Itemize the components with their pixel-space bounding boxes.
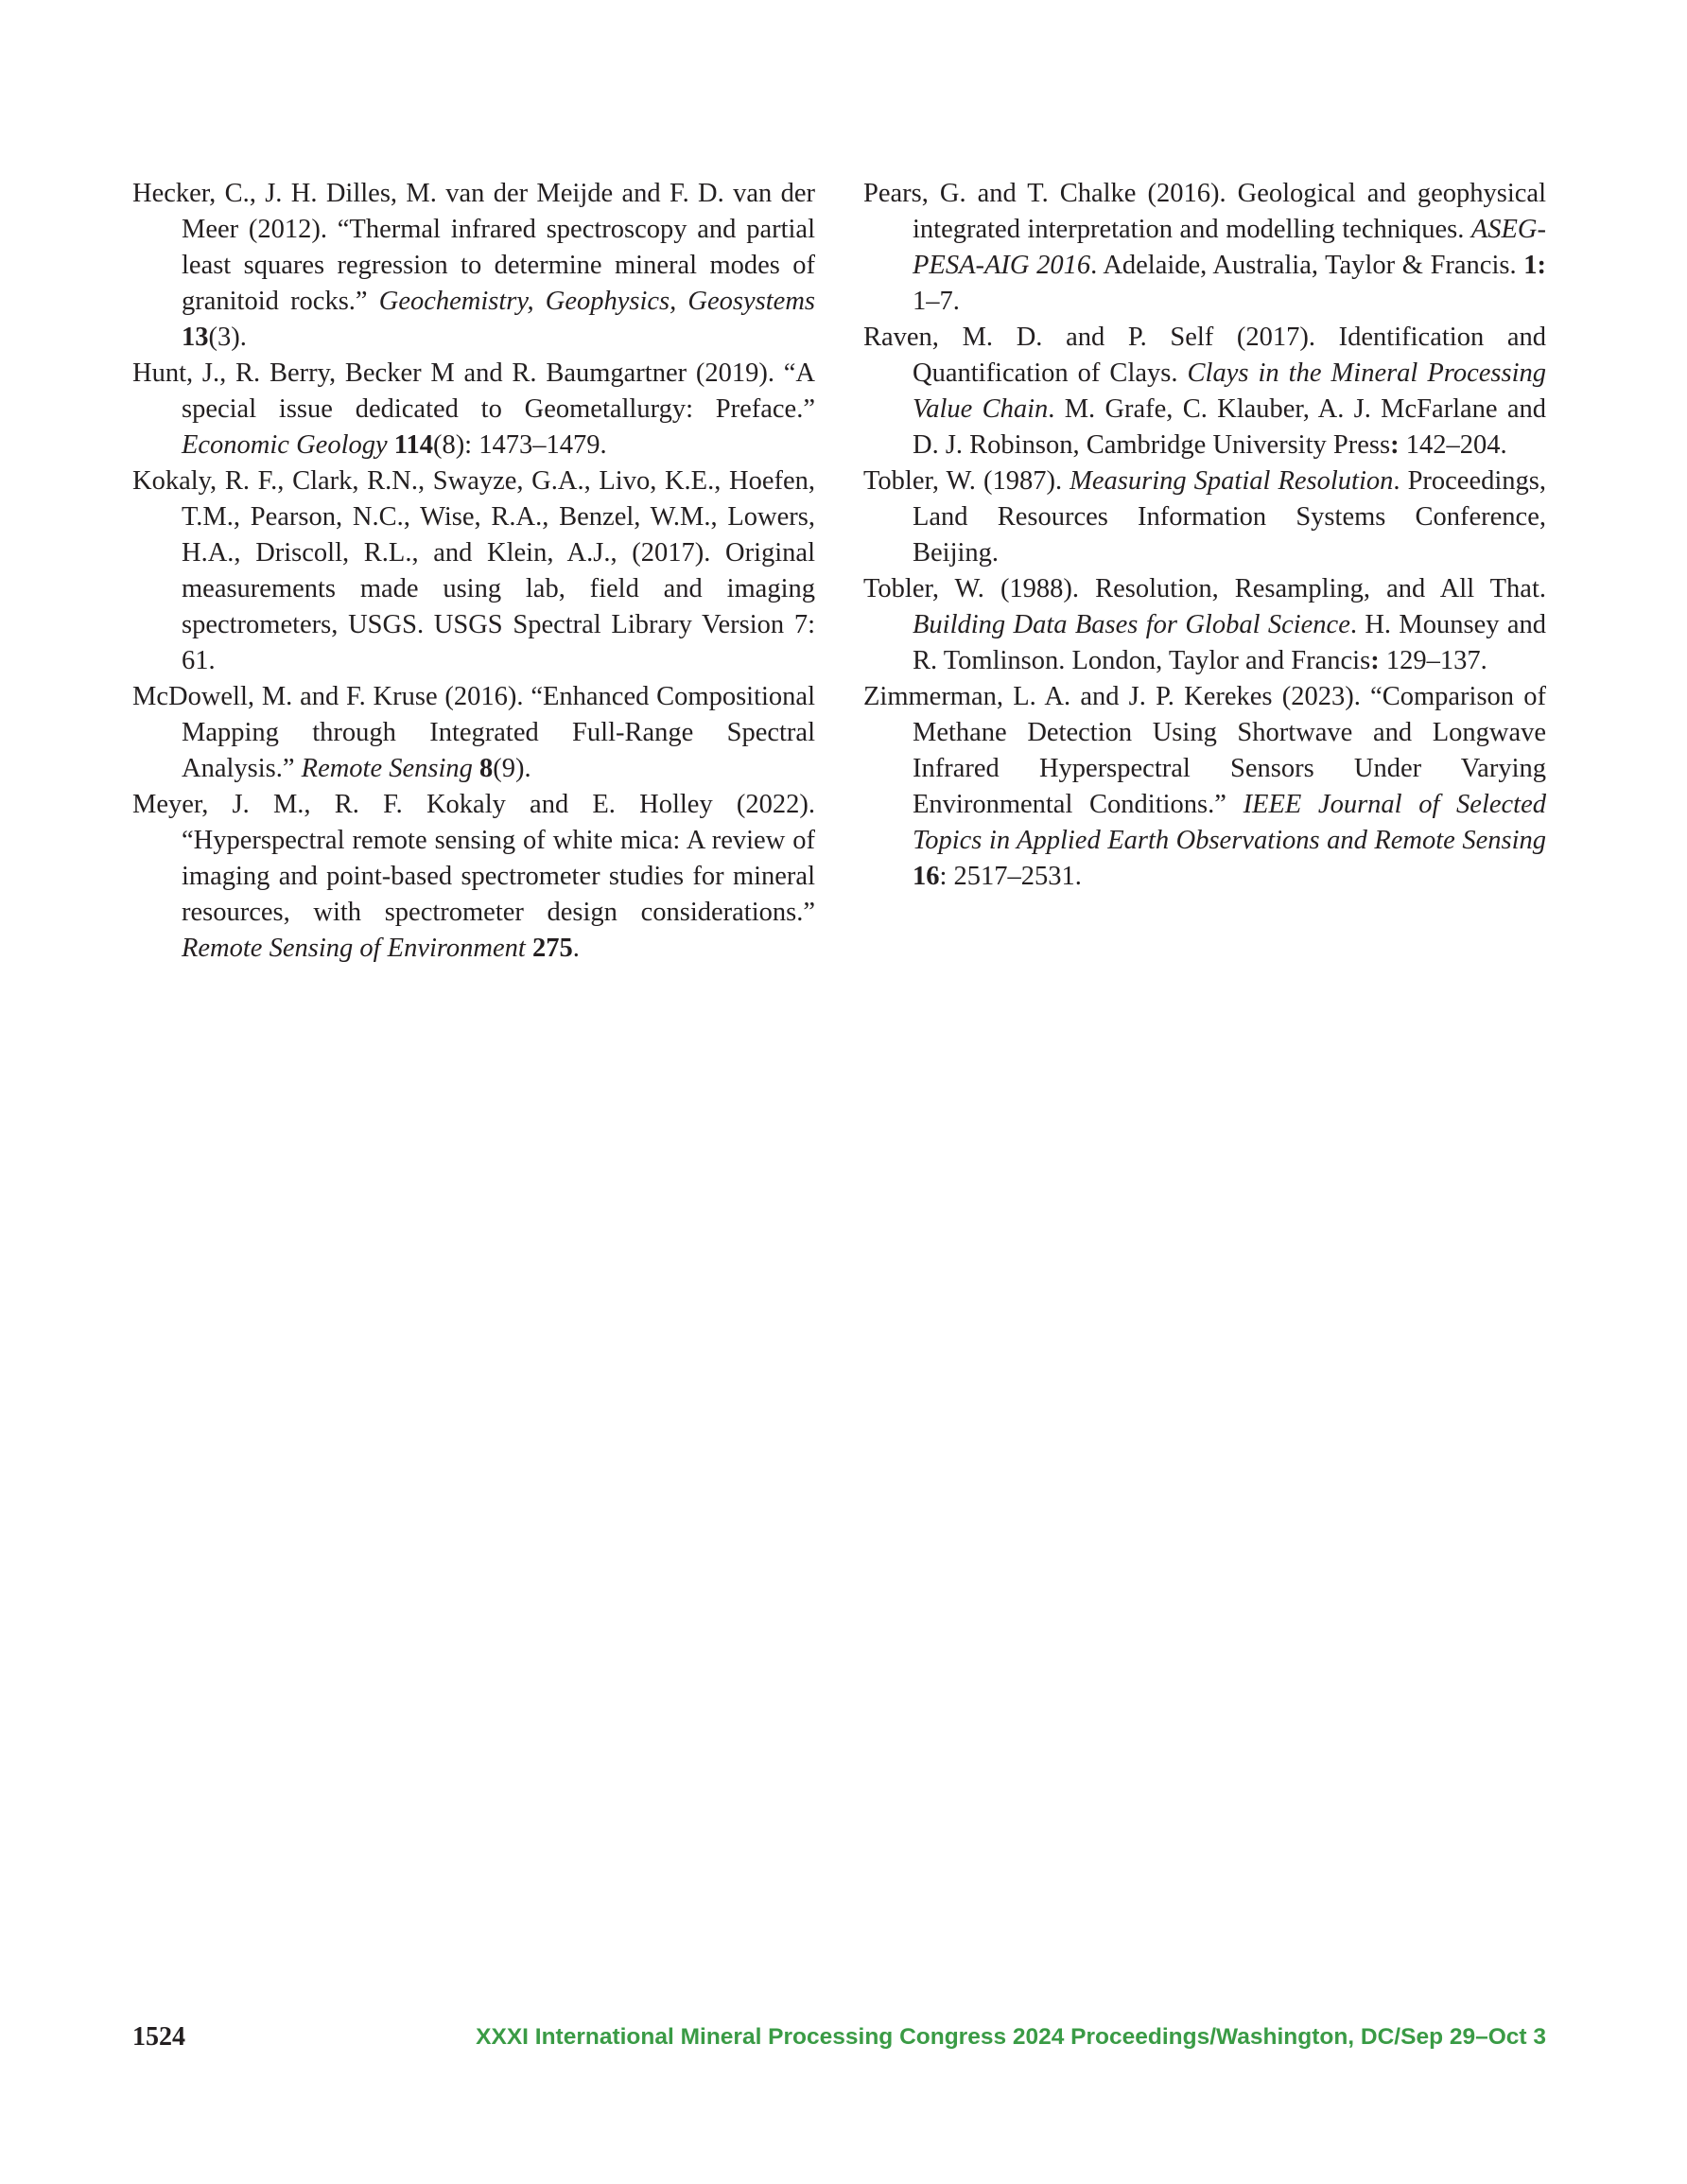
reference-entry-tobler-1987: [863, 463, 1546, 571]
reference-text: 142–204.: [1399, 430, 1507, 460]
reference-text: . H. Mounsey and R. Tomlinson. London, Taylor and Francis: [913, 610, 1546, 675]
reference-source-title: IEEE Journal of Selected Topics in Applied Earth Observations and Remote Sensing: [913, 790, 1546, 855]
reference-text: Hecker, C., J. H. Dilles, M. van der Meijde and F. D. van der Meer (2012). “Thermal infrared spectroscopy and partial least squares regression to determine mineral modes of granitoid rocks.”: [132, 179, 815, 316]
reference-text: (9).: [493, 754, 531, 783]
reference-entry-tobler-1988: [863, 571, 1546, 679]
reference-text: (3).: [208, 323, 247, 352]
reference-text: 1–7.: [913, 287, 960, 316]
page-number: 1524: [132, 2022, 185, 2052]
reference-text: [388, 430, 394, 460]
reference-text: Tobler, W. (1988). Resolution, Resampling, and All That.: [863, 574, 1546, 603]
reference-text: Meyer, J. M., R. F. Kokaly and E. Holley (2022). “Hyperspectral remote sensing of white mica: A review of imaging and point-based spectrometer studies for mineral resources, with spectrometer design considerations.”: [132, 790, 815, 927]
reference-entry-mcdowell: [132, 679, 815, 787]
reference-text: Raven, M. D. and P. Self (2017). Identification and Quantification of Clays.: [863, 323, 1546, 388]
reference-source-title: Building Data Bases for Global Science: [913, 610, 1350, 639]
reference-volume: 13: [182, 323, 209, 352]
reference-entry-meyer: [132, 787, 815, 967]
reference-source-title: Remote Sensing: [301, 754, 473, 783]
reference-text: [526, 934, 532, 963]
reference-entry-raven: [863, 320, 1546, 463]
running-footer-title: XXXI International Mineral Processing Congress 2024 Proceedings/Washington, DC/Sep 29–Oct 3: [476, 2024, 1546, 2050]
page-footer: [132, 2022, 1546, 2060]
reference-entry-hecker: [132, 176, 815, 356]
reference-volume: :: [1390, 430, 1400, 460]
reference-entry-kokaly: [132, 463, 815, 679]
reference-text: McDowell, M. and F. Kruse (2016). “Enhanced Compositional Mapping through Integrated Full-Range Spectral Analysis.”: [132, 682, 815, 783]
reference-text: 129–137.: [1379, 646, 1487, 675]
reference-text: Kokaly, R. F., Clark, R.N., Swayze, G.A., Livo, K.E., Hoefen, T.M., Pearson, N.C., Wise, R.A., Benzel, W.M., Lowers, H.A., Driscoll, R.L., and Klein, A.J., (2017). Original measurements made using lab, field and imaging spectrometers, USGS. USGS Spectral Library Version 7: 61.: [132, 466, 815, 675]
reference-text: . Proceedings, Land Resources Information Systems Conference, Beijing.: [913, 466, 1546, 568]
reference-entry-hunt: [132, 356, 815, 463]
reference-source-title: Measuring Spatial Resolution: [1070, 466, 1394, 496]
reference-source-title: Remote Sensing of Environment: [182, 934, 526, 963]
reference-source-title: Economic Geology: [182, 430, 388, 460]
reference-volume: 16: [913, 862, 940, 891]
reference-text: . Adelaide, Australia, Taylor & Francis.: [1090, 251, 1524, 280]
reference-text: Tobler, W. (1987).: [863, 466, 1070, 496]
reference-source-title: ASEG-PESA-AIG 2016: [913, 215, 1546, 280]
reference-source-title: Geochemistry, Geophysics, Geosystems: [378, 287, 815, 316]
reference-source-title: Clays in the Mineral Processing Value Chain: [913, 358, 1546, 424]
reference-volume: 1:: [1523, 251, 1546, 280]
reference-list-left-column: [132, 176, 815, 967]
reference-text: Pears, G. and T. Chalke (2016). Geological and geophysical integrated interpretation and modelling techniques.: [863, 179, 1546, 244]
reference-text: Zimmerman, L. A. and J. P. Kerekes (2023). “Comparison of Methane Detection Using Shortwave and Longwave Infrared Hyperspectral Sensors Under Varying Environmental Conditions.”: [863, 682, 1546, 819]
reference-text: . M. Grafe, C. Klauber, A. J. McFarlane and D. J. Robinson, Cambridge University Press: [913, 394, 1546, 460]
reference-volume: :: [1370, 646, 1380, 675]
reference-volume: 114: [393, 430, 433, 460]
reference-entry-zimmerman: [863, 679, 1546, 895]
reference-text: [473, 754, 479, 783]
reference-text: (8): 1473–1479.: [432, 430, 607, 460]
reference-list-right-column: [863, 176, 1546, 895]
reference-text: : 2517–2531.: [939, 862, 1082, 891]
reference-volume: 8: [479, 754, 494, 783]
reference-volume: 275: [531, 934, 573, 963]
reference-text: .: [572, 934, 580, 963]
reference-entry-pears: [863, 176, 1546, 320]
reference-text: Hunt, J., R. Berry, Becker M and R. Baumgartner (2019). “A special issue dedicated to Geometallurgy: Preface.”: [132, 358, 815, 424]
